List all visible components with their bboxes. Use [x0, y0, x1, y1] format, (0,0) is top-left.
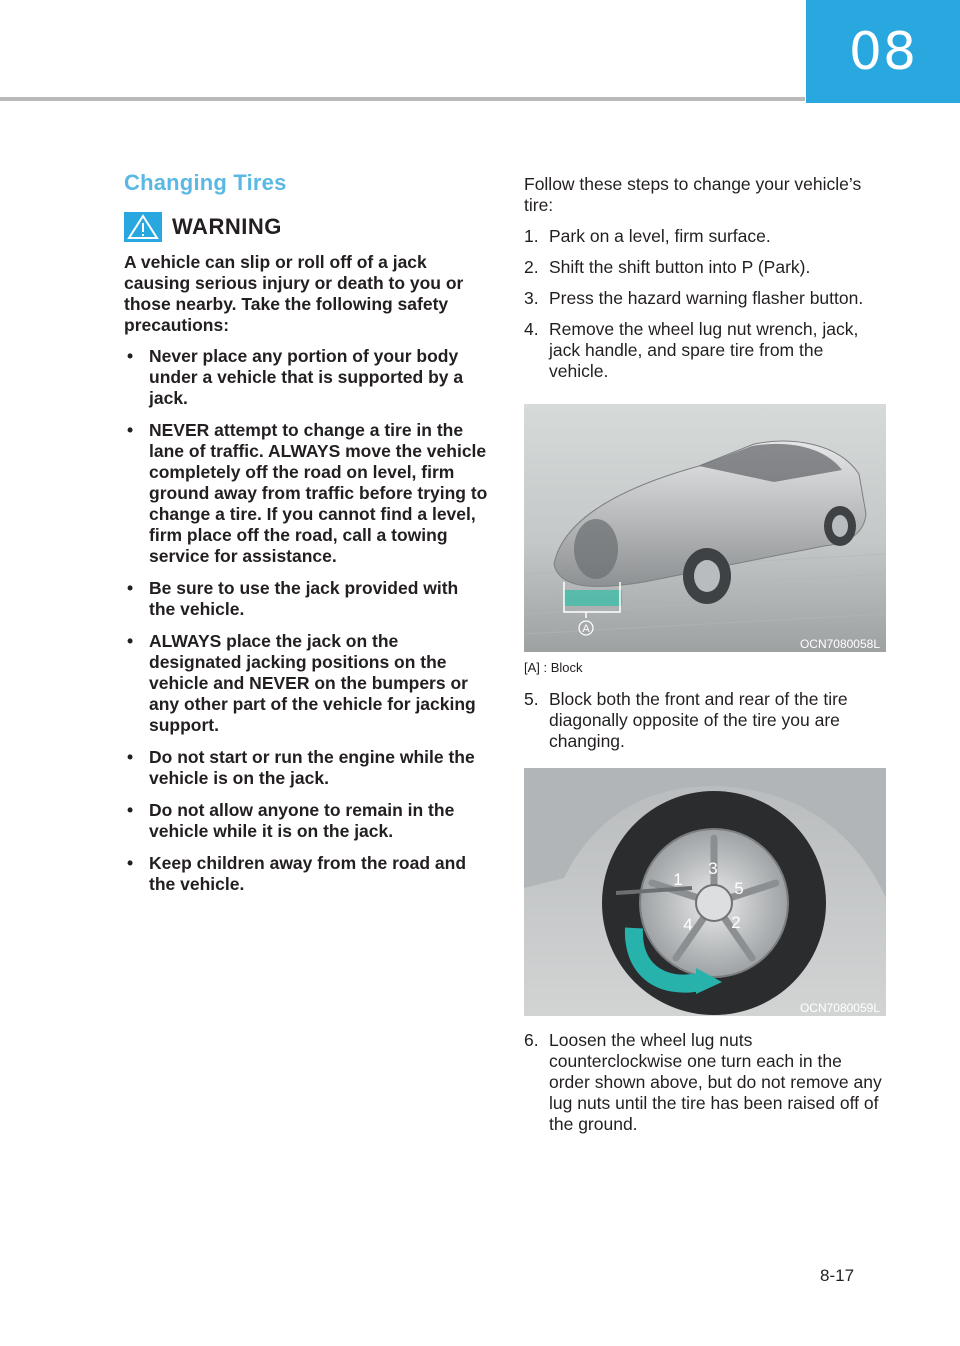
- header-rule: [0, 97, 805, 101]
- step-item: 1. Park on a level, firm surface.: [524, 226, 771, 246]
- figure-label-a: A: [582, 623, 590, 635]
- car-illustration: [524, 404, 886, 652]
- warning-icon: [124, 212, 162, 242]
- warning-item: • ALWAYS place the jack on the designated jacking positions on the vehicle and NEVER on the bumpers or any other part of the vehicle for jacking support.: [127, 631, 476, 735]
- steps-list-b: [524, 689, 886, 752]
- steps-list-c: [524, 1030, 886, 1135]
- warning-item: • Do not allow anyone to remain in the vehicle while it is on the jack.: [127, 800, 455, 841]
- chapter-tab: 08: [806, 0, 960, 103]
- warning-header: [124, 212, 488, 242]
- warning-intro: A vehicle can slip or roll off of a jack causing serious injury or death to you or those nearby. Take the following safety precautions:: [124, 252, 464, 335]
- instructions-intro: Follow these steps to change your vehicle’s tire:: [524, 174, 862, 215]
- step-item: 2. Shift the shift button into P (Park).: [524, 257, 811, 277]
- warning-title: WARNING: [172, 214, 282, 239]
- wheel-illustration: [524, 768, 886, 1016]
- lug-nut-figure: [524, 768, 886, 1016]
- car-jack-figure: [524, 404, 886, 652]
- page-number: 8-17: [820, 1266, 855, 1285]
- figure-code-1: OCN7080058L: [799, 637, 880, 651]
- warning-item: • Never place any portion of your body under a vehicle that is supported by a jack.: [127, 346, 464, 408]
- step-item: 5. Block both the front and rear of the tire diagonally opposite of the tire you are changing.: [524, 689, 848, 751]
- figure-code-2: OCN7080059L: [799, 1001, 880, 1015]
- lug-label-2: 2: [731, 913, 741, 932]
- lug-label-3: 3: [708, 859, 718, 878]
- step-item: 6. Loosen the wheel lug nuts counterclockwise one turn each in the order shown above, but do not remove any lug nuts until the tire has been raised off of the ground.: [524, 1030, 882, 1134]
- steps-list-a: [524, 226, 886, 382]
- warning-item: • Keep children away from the road and the vehicle.: [127, 853, 467, 894]
- step-item: 4. Remove the wheel lug nut wrench, jack, jack handle, and spare tire from the vehicle.: [524, 319, 859, 381]
- figure-caption: [A] : Block: [524, 660, 583, 675]
- right-column: [524, 174, 886, 1145]
- step-item: 3. Press the hazard warning flasher button.: [524, 288, 864, 308]
- warning-item: • Be sure to use the jack provided with the vehicle.: [127, 578, 459, 619]
- lug-label-5: 5: [734, 879, 744, 898]
- lug-label-4: 4: [683, 915, 693, 934]
- left-column: [124, 170, 488, 906]
- lug-label-1: 1: [673, 870, 683, 889]
- warning-item: • Do not start or run the engine while the vehicle is on the jack.: [127, 747, 475, 788]
- warning-list: [124, 346, 488, 895]
- section-title: Changing Tires: [124, 170, 287, 195]
- warning-item: • NEVER attempt to change a tire in the lane of traffic. ALWAYS move the vehicle completely off the road on level, firm ground away from traffic before trying to change a tire. If you cannot find a level, firm place off the road, call a towing service for assistance.: [127, 420, 488, 566]
